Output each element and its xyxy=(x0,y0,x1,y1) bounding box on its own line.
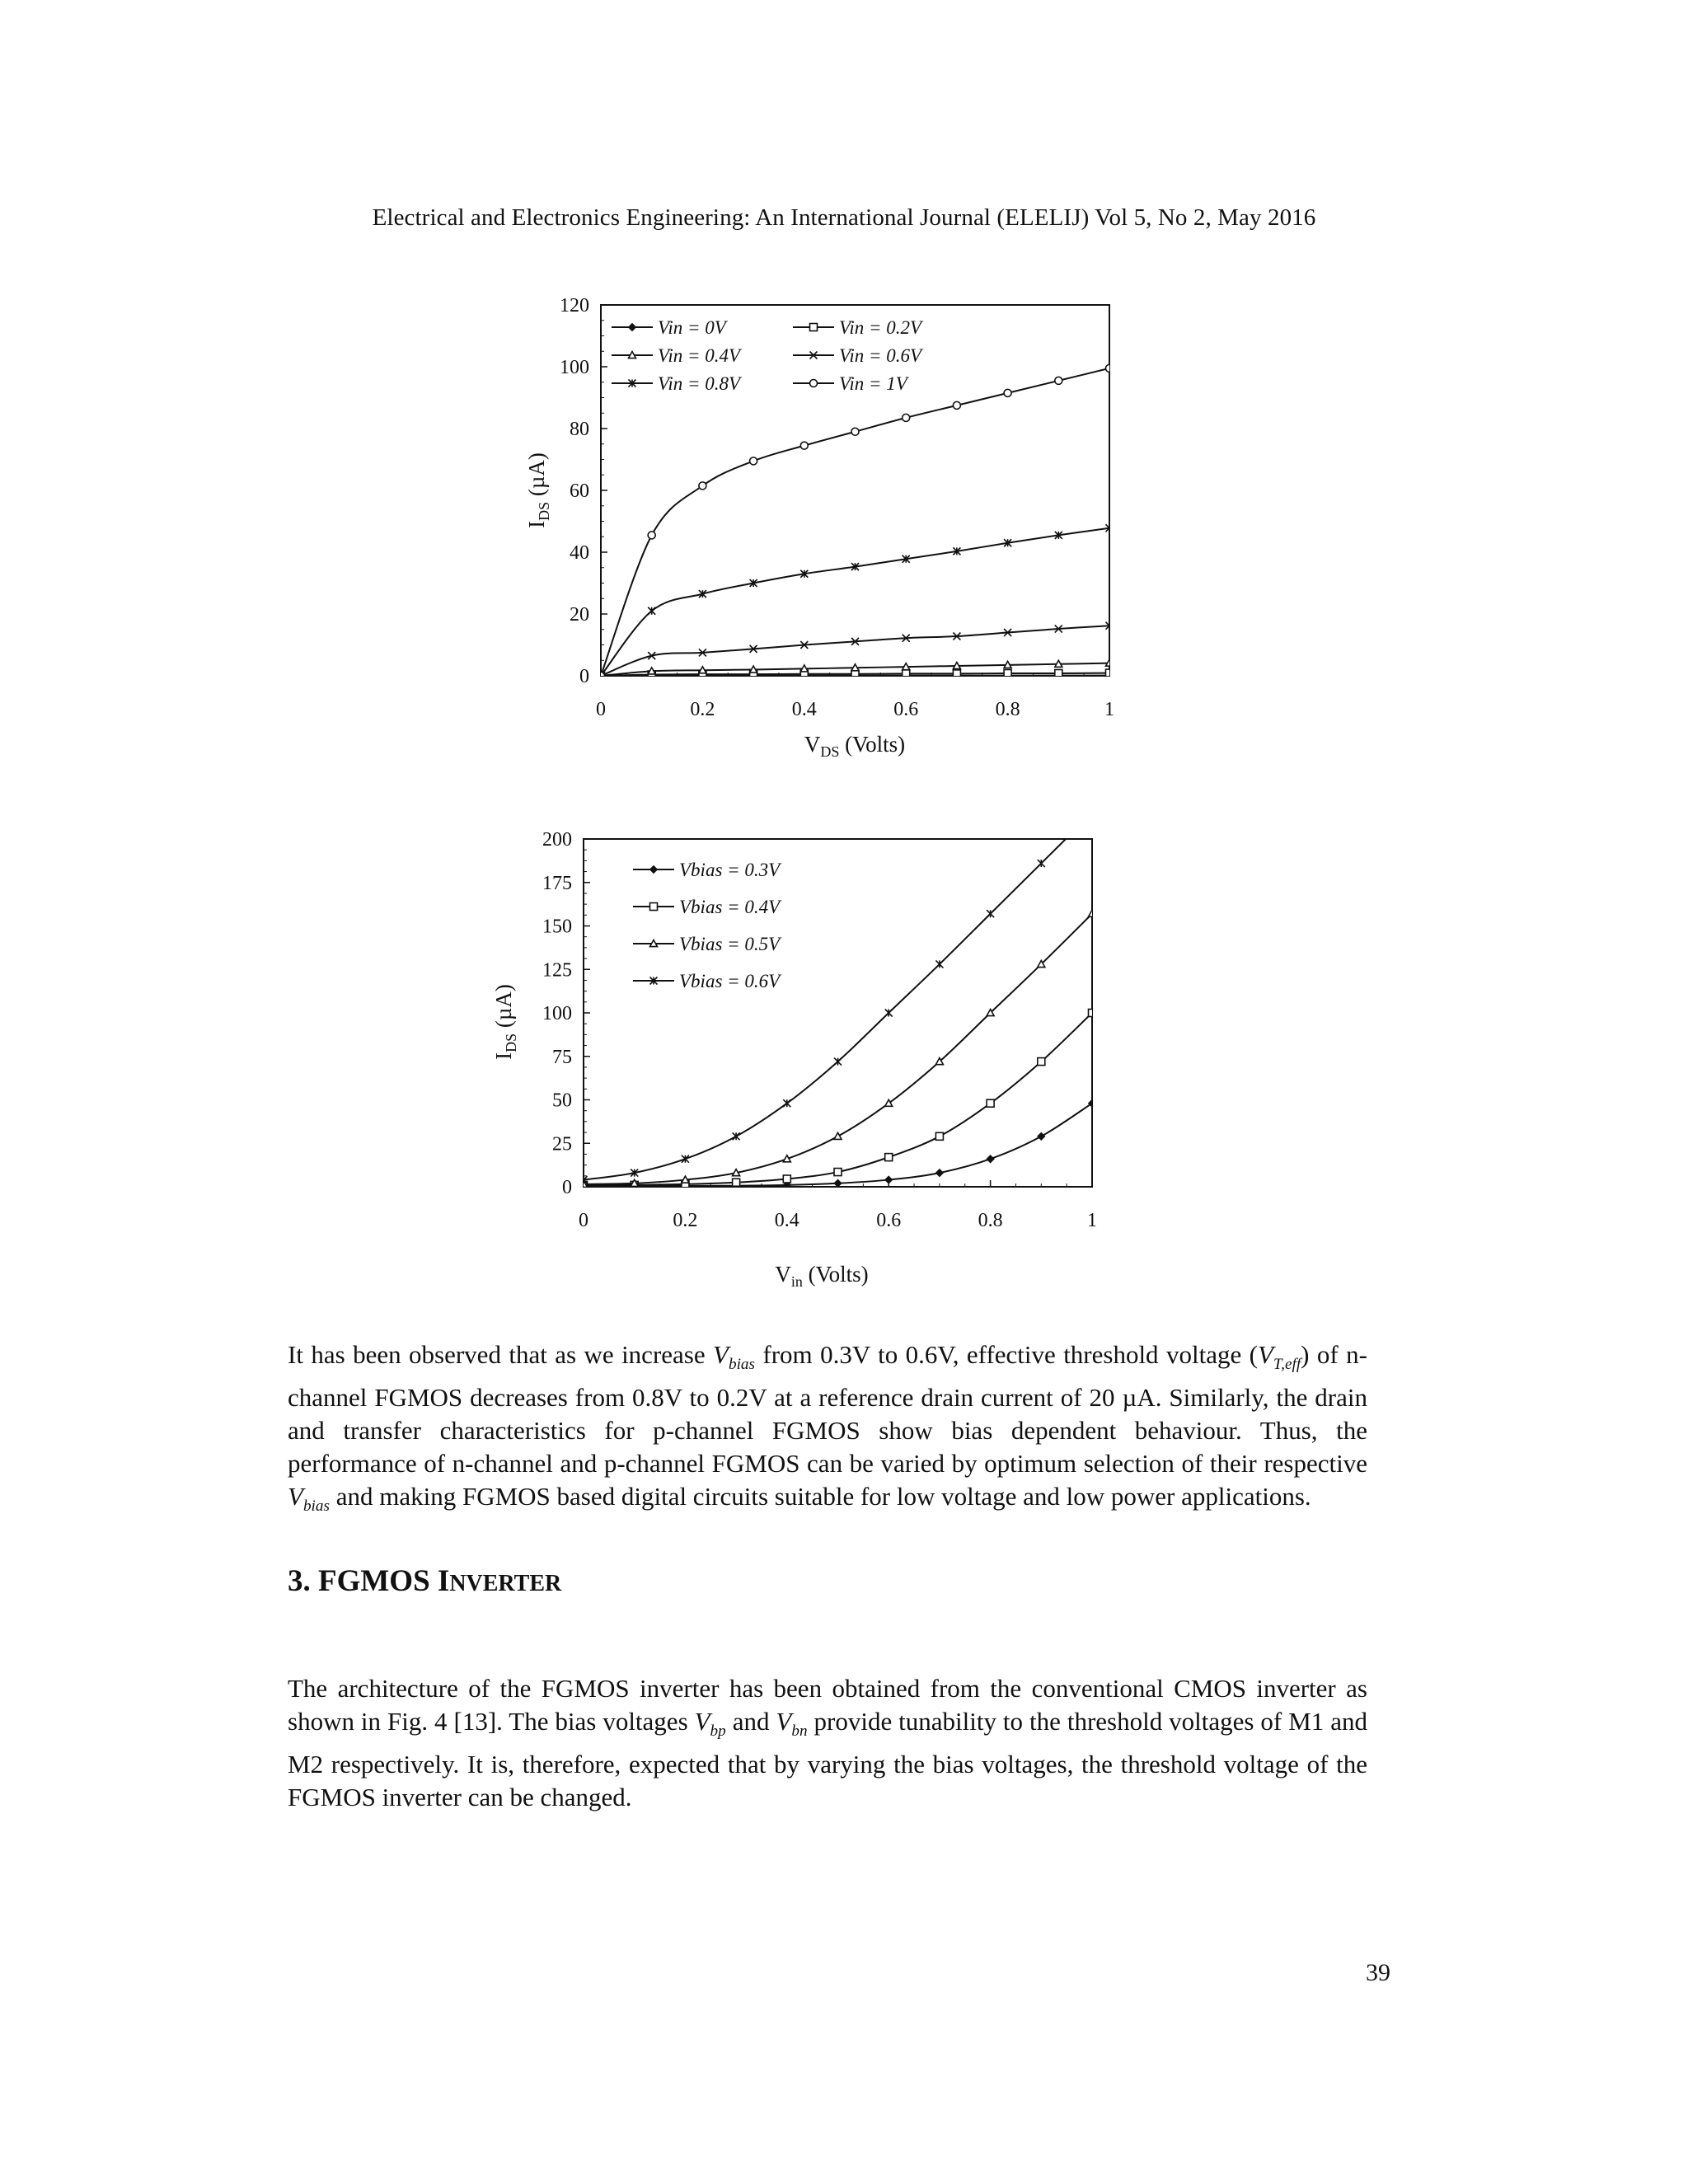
y-tick-label: 200 xyxy=(542,829,572,851)
data-point xyxy=(800,665,808,672)
data-point xyxy=(783,1155,790,1162)
section-heading: 3. FGMOS INVERTER xyxy=(288,1564,562,1598)
data-point xyxy=(648,668,655,674)
y-tick-label: 0 xyxy=(579,666,589,687)
data-point xyxy=(1106,364,1114,372)
page-number: 39 xyxy=(1366,1959,1390,1986)
y-tick-label: 0 xyxy=(562,1177,572,1198)
x-tick-label: 0 xyxy=(579,1210,588,1231)
data-point xyxy=(903,414,910,421)
y-tick-label: 60 xyxy=(570,480,589,502)
series-group xyxy=(598,364,1114,679)
data-point xyxy=(903,663,910,670)
data-point xyxy=(1106,659,1114,666)
data-point xyxy=(733,1179,740,1186)
legend-marker xyxy=(629,352,636,359)
x-tick-label: 0.2 xyxy=(690,699,715,720)
data-point xyxy=(935,960,943,968)
legend-marker xyxy=(810,324,818,331)
series-line xyxy=(601,368,1109,676)
y-tick-label: 40 xyxy=(570,542,589,564)
data-point xyxy=(1055,660,1062,667)
data-point xyxy=(750,457,757,465)
x-axis-label: $V_{in}$ (Volts) xyxy=(775,1262,869,1290)
data-point xyxy=(733,1169,740,1176)
legend-label: Vbias = 0.6V xyxy=(679,971,781,991)
data-point xyxy=(1038,860,1045,867)
data-point xyxy=(834,1179,842,1187)
body-paragraph-1: It has been observed that as we increase $V_{bias}$ from 0.3V to 0.6V, effective threshold voltage $(V_{T,eff})$ of n-channel FGMOS decreases from 0.8V to 0.2V at a reference drain current of 20 µA. Similarly, the drain and transfer characteristics for p-channel FGMOS show bias dependent behaviour. Thus, the performance of n-channel and p-channel FGMOS can be varied by optimum selection of their respective $V_{bias}$ and making FGMOS based digital circuits suitable for low voltage and low power applications. xyxy=(288,1340,1367,1516)
legend-label: Vin = 0V xyxy=(658,317,726,338)
x-tick-label: 0 xyxy=(596,699,606,720)
y-tick-label: 25 xyxy=(552,1133,572,1155)
data-point xyxy=(800,442,808,449)
data-point xyxy=(987,1099,994,1107)
legend-label: Vbias = 0.4V xyxy=(679,897,781,917)
data-point xyxy=(935,1169,943,1177)
x-tick-label: 0.4 xyxy=(774,1210,799,1231)
legend xyxy=(612,317,924,394)
data-point xyxy=(699,667,706,673)
data-point xyxy=(750,666,757,673)
transfer-characteristics-chart xyxy=(462,820,1104,1315)
data-point xyxy=(851,664,859,671)
data-point xyxy=(885,1010,893,1017)
y-tick-label: 100 xyxy=(560,357,589,378)
legend-marker xyxy=(650,866,658,874)
x-tick-label: 0.2 xyxy=(673,1210,698,1231)
series-line xyxy=(584,1013,1092,1185)
y-tick-label: 175 xyxy=(542,872,572,894)
data-point xyxy=(699,482,706,490)
x-tick-label: 1 xyxy=(1087,1210,1097,1231)
x-tick-label: 0.4 xyxy=(791,699,817,720)
data-point xyxy=(987,910,994,917)
y-axis-label: $I_{DS}$ (µA) xyxy=(524,452,552,528)
data-point xyxy=(953,663,960,669)
x-tick-label: 0.8 xyxy=(995,699,1020,720)
data-point xyxy=(1004,661,1011,668)
data-point xyxy=(783,1175,790,1183)
data-point xyxy=(885,1176,893,1183)
data-point xyxy=(953,401,960,409)
series-line xyxy=(584,914,1092,1184)
legend xyxy=(633,860,782,991)
data-point xyxy=(834,1132,842,1139)
data-point xyxy=(598,673,605,680)
data-point xyxy=(987,1155,994,1163)
x-tick-label: 1 xyxy=(1104,699,1114,720)
data-point xyxy=(1106,669,1114,677)
axis-ticks xyxy=(560,295,1114,720)
data-point xyxy=(682,1176,689,1183)
journal-header: Electrical and Electronics Engineering: An International Journal (ELELIJ) Vol 5, No 2, May 2016 xyxy=(372,204,1316,231)
legend-label: Vbias = 0.5V xyxy=(679,934,781,954)
legend-label: Vin = 0.2V xyxy=(839,317,922,338)
y-tick-label: 75 xyxy=(552,1046,572,1068)
series-line xyxy=(584,820,1092,1180)
legend-marker xyxy=(650,903,658,911)
data-point xyxy=(1004,389,1011,396)
y-tick-label: 100 xyxy=(542,1003,572,1024)
x-tick-label: 0.6 xyxy=(876,1210,902,1231)
drain-characteristics-chart xyxy=(495,280,1137,775)
data-point xyxy=(682,1155,689,1163)
data-point xyxy=(851,428,859,435)
data-point xyxy=(1038,1132,1045,1140)
data-point xyxy=(935,1132,943,1140)
y-tick-label: 125 xyxy=(542,959,572,982)
data-point xyxy=(1038,1058,1045,1066)
data-point xyxy=(648,607,655,615)
body-paragraph-2: The architecture of the FGMOS inverter has been obtained from the conventional CMOS inverter as shown in Fig. 4 [13]. The bias voltages $V_{bp}$ and $V_{bn}$ provide tunability to the threshold voltages of M1 and M2 respectively. It is, therefore, expected that by varying the bias voltages, the threshold voltage of the FGMOS inverter can be changed. xyxy=(288,1674,1367,1812)
data-point xyxy=(885,1154,893,1161)
data-point xyxy=(834,1169,842,1176)
data-point xyxy=(1055,377,1062,384)
y-tick-label: 80 xyxy=(570,419,589,440)
data-point xyxy=(1089,910,1096,916)
data-point xyxy=(1089,1010,1096,1017)
legend-label: Vbias = 0.3V xyxy=(679,860,781,880)
data-point xyxy=(783,1099,790,1107)
legend-label: Vin = 1V xyxy=(839,373,907,394)
y-tick-label: 50 xyxy=(552,1090,572,1112)
data-point xyxy=(648,532,655,539)
legend-marker xyxy=(629,324,636,331)
series-group xyxy=(580,820,1096,1189)
legend-label: Vin = 0.4V xyxy=(658,345,741,366)
x-tick-label: 0.6 xyxy=(893,699,919,720)
legend-label: Vin = 0.6V xyxy=(839,345,922,366)
y-tick-label: 20 xyxy=(570,604,589,626)
y-axis-label: $I_{DS}$ (µA) xyxy=(491,984,519,1060)
x-axis-label: $V_{DS}$ (Volts) xyxy=(804,732,906,760)
y-tick-label: 150 xyxy=(542,916,572,938)
y-tick-label: 120 xyxy=(560,295,589,316)
data-point xyxy=(733,1132,740,1140)
legend-marker xyxy=(810,380,818,387)
data-point xyxy=(631,1179,638,1186)
legend-label: Vin = 0.8V xyxy=(658,373,741,394)
data-point xyxy=(834,1058,842,1066)
x-tick-label: 0.8 xyxy=(978,1210,1003,1231)
legend-marker xyxy=(650,940,658,947)
